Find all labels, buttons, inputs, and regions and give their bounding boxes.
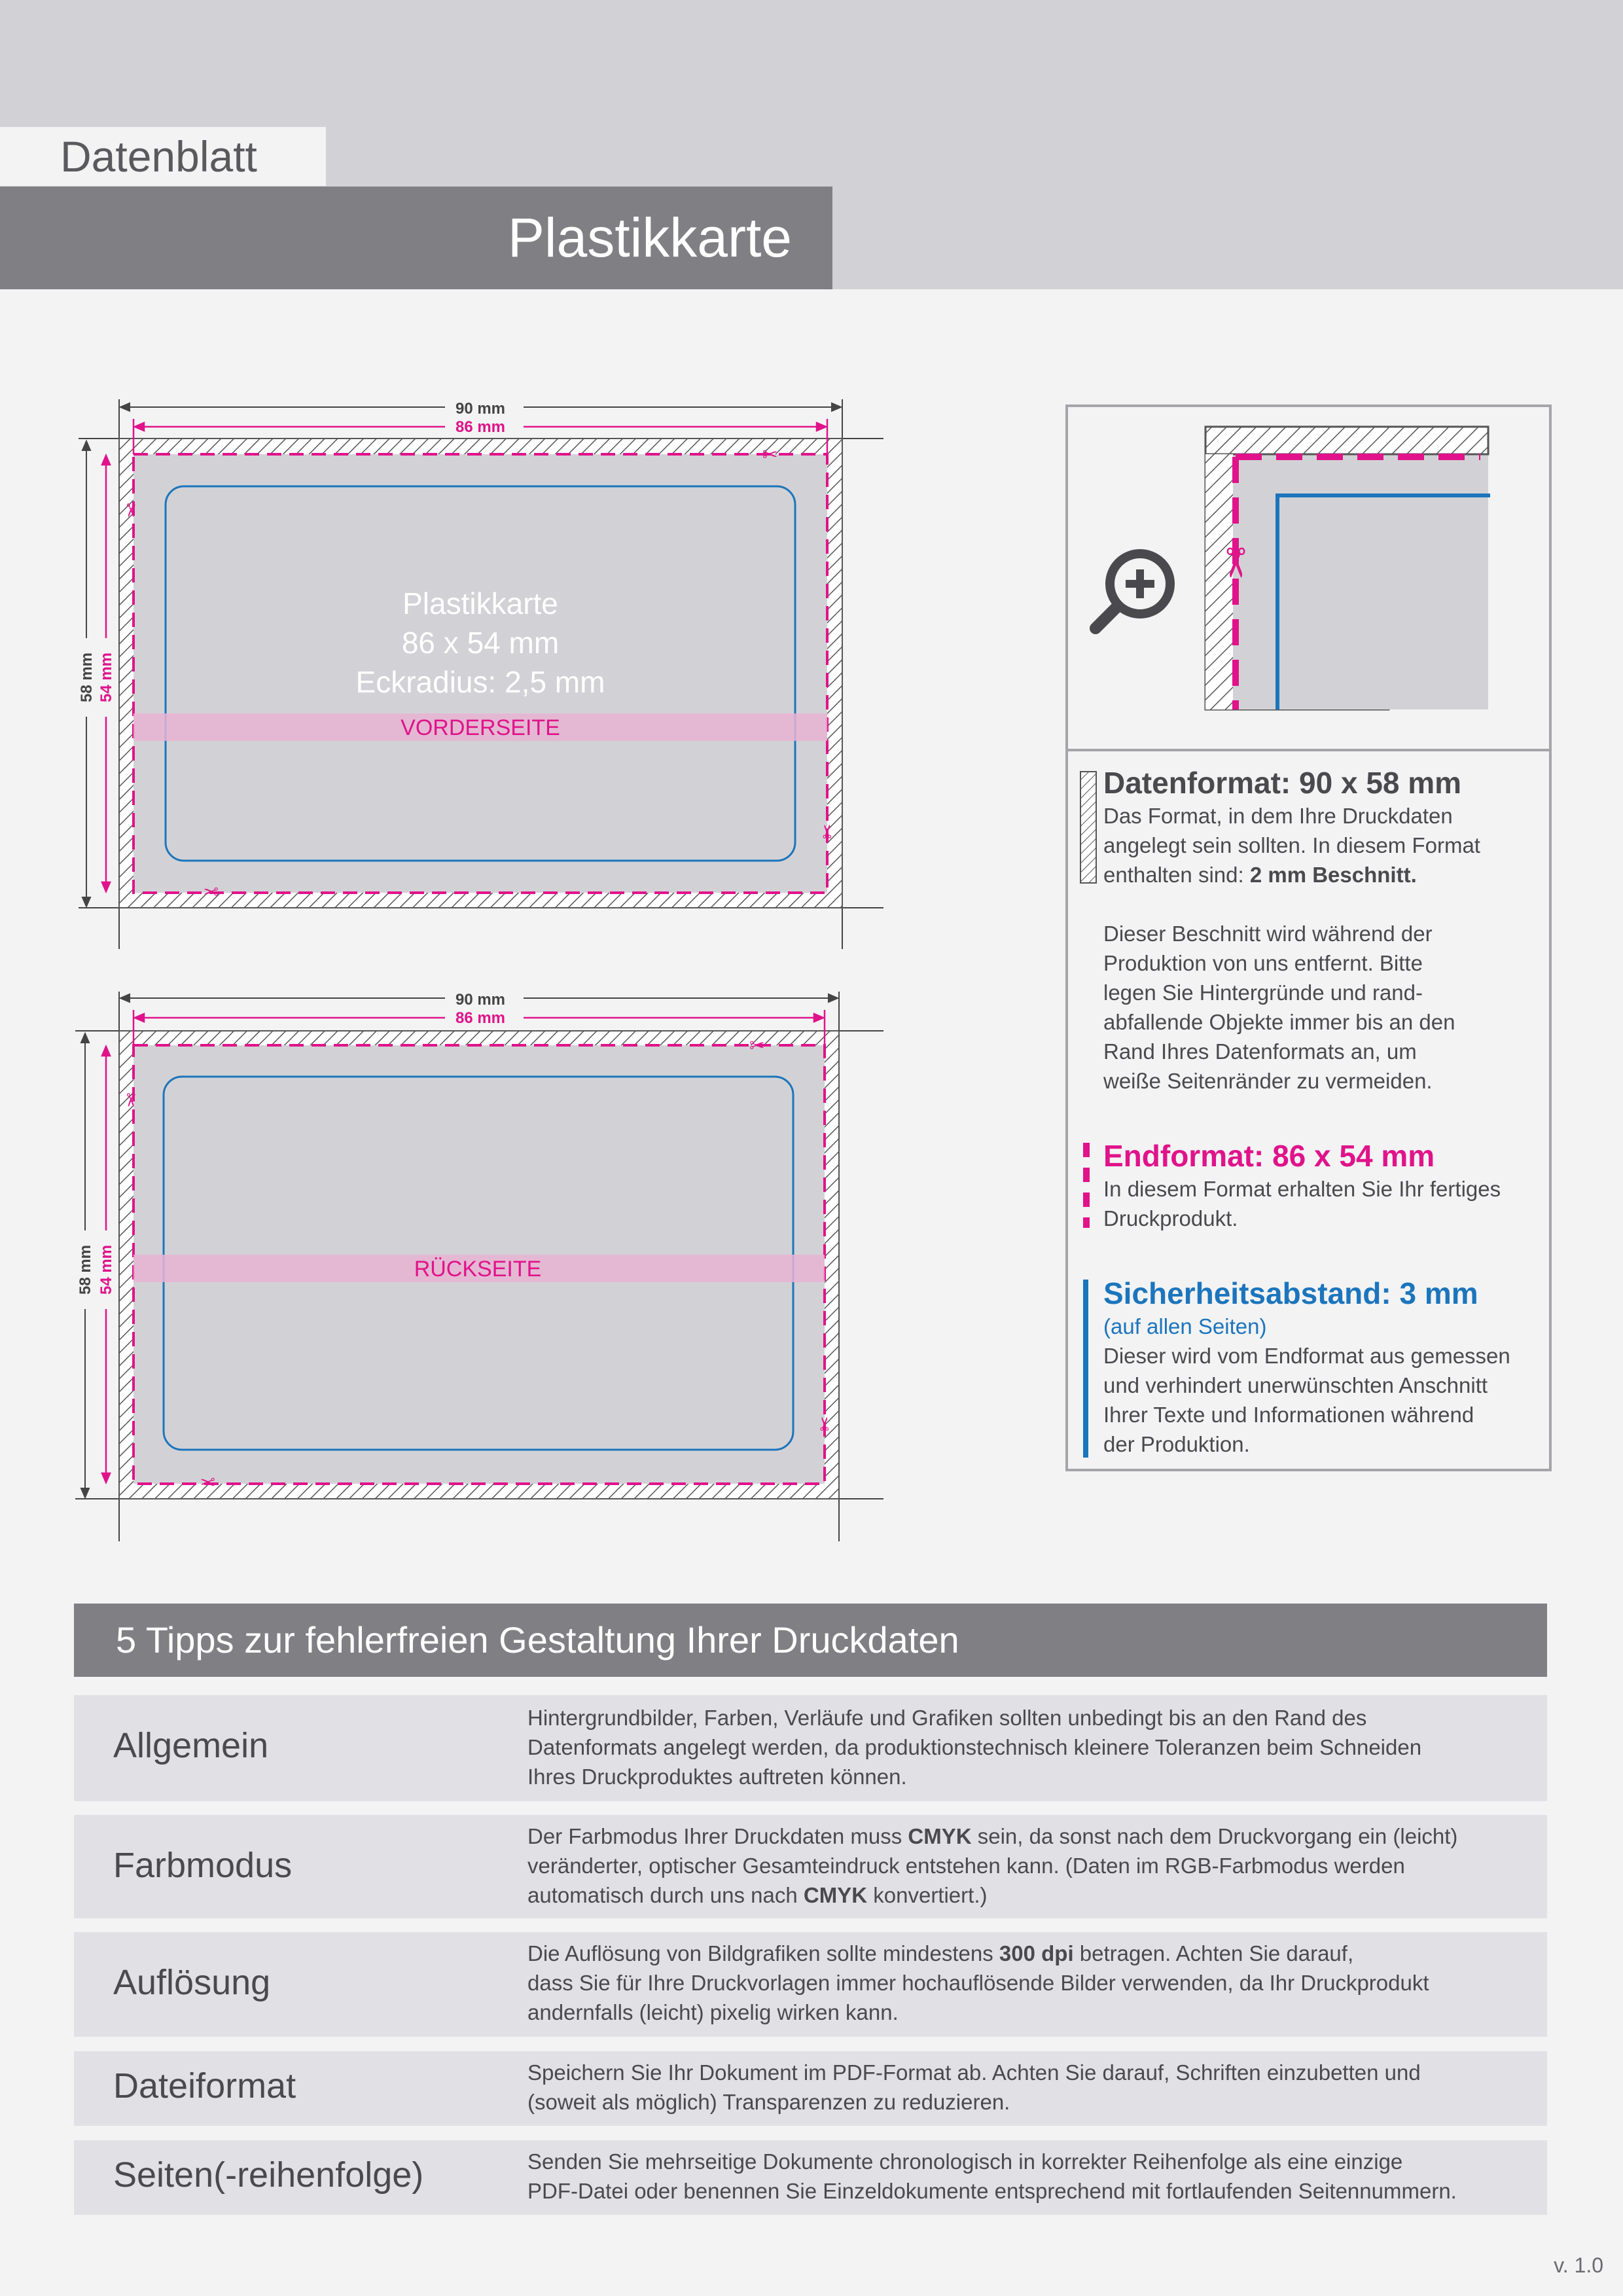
doc-type-label: Datenblatt [0,127,326,186]
endformat-section [1103,1138,1548,1233]
datenformat-para: Produktion von uns entfernt. Bitte [1103,951,1423,975]
tip-text-line: dass Sie für Ihre Druckvorlagen immer hochauflösende Bilder verwenden, da Ihr Druckprodukt [527,1971,1429,1995]
svg-text:✂: ✂ [762,444,778,465]
cutline-marker-icon [1082,1143,1090,1228]
tip-row-allgemein [74,1695,1547,1801]
tip-text-line: Hintergrundbilder, Farben, Verläufe und Grafiken sollten unbedingt bis an den Rand des [527,1706,1367,1730]
tip-text-line: Datenformats angelegt werden, da produktionstechnisch kleinere Toleranzen beim Schneiden [527,1735,1422,1759]
tip-text-line: (soweit als möglich) Transparenzen zu reduzieren. [527,2090,1010,2114]
svg-text:✂: ✂ [120,1092,141,1108]
front-label-line2: 86 x 54 mm [401,626,560,660]
tip-label: Allgemein [113,1726,269,1765]
datenformat-para: Dieser Beschnitt wird während der [1103,922,1433,946]
tip-text-line: automatisch durch uns nach CMYK konvertiert.) [527,1883,988,1907]
sicherheit-subtitle: (auf allen Seiten) [1103,1314,1267,1338]
sicherheit-line: Ihrer Texte und Informationen während [1103,1403,1474,1427]
endformat-line: In diesem Format erhalten Sie Ihr fertiges [1103,1177,1501,1201]
front-height-final: 54 mm [98,652,115,703]
page-title: Plastikkarte [0,187,832,289]
svg-text:✂: ✂ [200,1471,215,1492]
sicherheit-line: Dieser wird vom Endformat aus gemessen [1103,1344,1510,1368]
tip-text [527,1939,1535,2027]
datenformat-line: angelegt sein sollten. In diesem Format [1103,833,1480,857]
front-card-diagram [65,386,890,962]
tip-text-line: Speichern Sie Ihr Dokument im PDF-Format ab. Achten Sie darauf, Schriften einzubetten und [527,2060,1421,2085]
tip-text-line: Der Farbmodus Ihrer Druckdaten muss CMYK sein, da sonst nach dem Druckvorgang ein (leicht) [527,1824,1458,1848]
datenformat-para: Rand Ihres Datenformats an, um [1103,1039,1417,1064]
datenformat-para: abfallende Objekte immer bis an den [1103,1010,1455,1034]
tip-text [527,2058,1535,2117]
info-divider [1065,749,1552,751]
scissors-icon: ✂ [1211,546,1259,580]
front-width-final: 86 mm [455,418,506,436]
back-width-final: 86 mm [455,1009,506,1027]
datenformat-para: weiße Seitenränder zu vermeiden. [1103,1069,1433,1093]
front-width-total: 90 mm [455,400,506,418]
tip-text-line: veränderter, optischer Gesamteindruck entstehen kann. (Daten im RGB-Farbmodus werden [527,1854,1405,1878]
sicherheit-title: Sicherheitsabstand: 3 mm [1103,1276,1478,1310]
back-width-total: 90 mm [455,991,506,1009]
svg-text:✂: ✂ [203,880,219,902]
front-label-line1: Plastikkarte [402,586,558,620]
tip-text-line: Ihres Druckproduktes auftreten können. [527,1765,907,1789]
svg-text:✂: ✂ [120,503,141,518]
tip-label: Seiten(-reihenfolge) [113,2155,424,2195]
back-side-label: RÜCKSEITE [414,1257,542,1282]
svg-text:✂: ✂ [814,1416,836,1431]
datenformat-title: Datenformat: 90 x 58 mm [1103,766,1462,800]
datenformat-line: enthalten sind: 2 mm Beschnitt. [1103,863,1417,887]
tip-text [527,2147,1535,2206]
tip-text-line: Die Auflösung von Bildgrafiken sollte mindestens 300 dpi betragen. Achten Sie darauf, [527,1941,1354,1965]
tip-text-line: andernfalls (leicht) pixelig wirken kann. [527,2000,899,2024]
hatch-marker-icon [1080,771,1097,884]
tip-row-aufloesung [74,1932,1547,2037]
tip-row-seiten [74,2140,1547,2215]
sicherheit-line: und verhindert unerwünschten Anschnitt [1103,1373,1488,1397]
tip-label: Dateiformat [113,2066,296,2106]
back-height-final: 54 mm [98,1244,115,1295]
zoom-detail-illustration [1068,407,1549,746]
back-height-total: 58 mm [77,1244,94,1295]
sicherheit-line: der Produktion. [1103,1432,1250,1456]
safety-marker-icon [1082,1280,1089,1458]
back-card-diagram [65,978,890,1554]
front-label-line3: Eckradius: 2,5 mm [355,665,605,699]
endformat-line: Druckprodukt. [1103,1206,1238,1230]
datenformat-line: Das Format, in dem Ihre Druckdaten [1103,804,1453,828]
endformat-title: Endformat: 86 x 54 mm [1103,1139,1435,1173]
zoom-in-icon [1096,554,1170,628]
datenformat-para: legen Sie Hintergründe und rand- [1103,980,1423,1005]
tip-text-line: PDF-Datei oder benennen Sie Einzeldokumente entsprechend mit fortlaufenden Seitennummern. [527,2179,1457,2203]
tip-row-dateiformat [74,2051,1547,2126]
tip-text [527,1703,1535,1791]
tips-header: 5 Tipps zur fehlerfreien Gestaltung Ihrer Druckdaten [74,1604,1547,1677]
svg-text:✂: ✂ [817,823,838,839]
tip-text [527,1821,1535,1910]
front-height-total: 58 mm [78,652,96,703]
version-label: v. 1.0 [1554,2253,1603,2277]
front-side-label: VORDERSEITE [401,715,560,740]
sicherheit-section [1103,1275,1548,1459]
tip-label: Auflösung [113,1963,271,2002]
svg-text:✂: ✂ [749,1035,765,1056]
datenformat-section [1103,764,1548,1096]
tip-text-line: Senden Sie mehrseitige Dokumente chronologisch in korrekter Reihenfolge als eine einzige [527,2149,1403,2174]
tip-row-farbmodus [74,1815,1547,1918]
tip-label: Farbmodus [113,1846,293,1885]
